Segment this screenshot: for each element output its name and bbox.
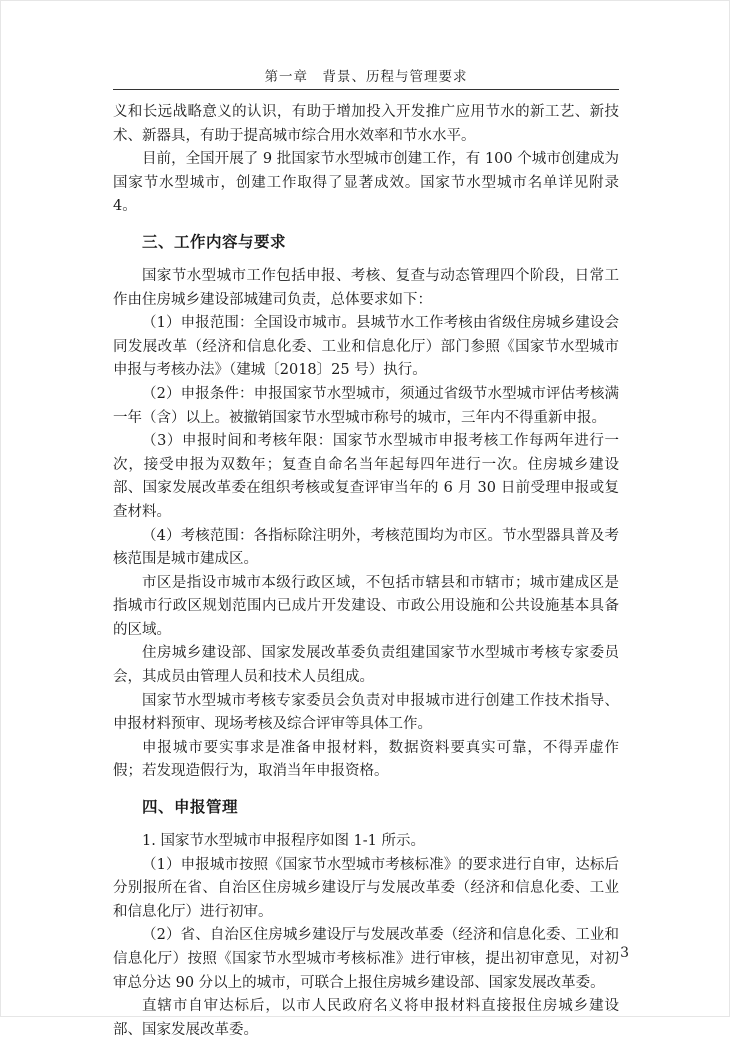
paragraph-procedure: 1. 国家节水型城市申报程序如图 1-1 所示。	[142, 833, 426, 850]
paragraph-assessment-scope: （4）考核范围：各指标除注明外，考核范围均为市区。节水型器具普及考核范围是城市建成区。	[113, 527, 619, 568]
paragraph-provincial-review: （2）省、自治区住房城乡建设厅与发展改革委（经济和信息化委、工业和信息化厅）按照《国家节水型城市考核标准》进行审核，提出初审意见，对初审总分达 90 分以上的城市，可联合上报住房城乡建设部、国家发展改革委。	[113, 927, 619, 991]
paragraph-integrity: 申报城市要实事求是准备申报材料，数据资料要真实可靠，不得弄虚作假；若发现造假行为，取消当年申报资格。	[113, 739, 619, 780]
paragraph-scope: （1）申报范围：全国设市城市。县城节水工作考核由省级住房城乡建设会同发展改革（经济和信息化委、工业和信息化厅）部门参照《国家节水型城市申报与考核办法》（建城〔2018〕25 号）执行。	[113, 315, 619, 379]
page-content	[113, 101, 619, 1042]
paragraph-continuation: 义和长远战略意义的认识，有助于增加投入开发推广应用节水的新工艺、新技术、新器具，有助于提高城市综合用水效率和节水水平。	[113, 104, 619, 144]
paragraph-conditions: （2）申报条件：申报国家节水型城市，须通过省级节水型城市评估考核满一年（含）以上。被撤销国家节水型城市称号的城市，三年内不得重新申报。	[113, 385, 619, 426]
paragraph-definitions: 市区是指设市城市本级行政区域，不包括市辖县和市辖市；城市建成区是指城市行政区规划范围内已成片开发建设、市政公用设施和公共设施基本具备的区域。	[113, 574, 619, 638]
running-header: 第一章 背景、历程与管理要求	[264, 69, 468, 85]
paragraph-committee-duties: 国家节水型城市考核专家委员会负责对申报城市进行创建工作技术指导、申报材料预审、现场考核及综合评审等具体工作。	[113, 692, 619, 733]
header-rule	[113, 89, 619, 90]
paragraph-committee: 住房城乡建设部、国家发展改革委负责组建国家节水型城市考核专家委员会，其成员由管理人员和技术人员组成。	[113, 645, 619, 686]
section-heading-application-management: 四、申报管理	[142, 798, 239, 817]
paragraph-self-review: （1）申报城市按照《国家节水型城市考核标准》的要求进行自审，达标后分别报所在省、自治区住房城乡建设厅与发展改革委（经济和信息化委、工业和信息化厅）进行初审。	[113, 856, 619, 920]
paragraph-timing: （3）申报时间和考核年限：国家节水型城市申报考核工作每两年进行一次，接受申报为双数年；复查自命名当年起每四年进行一次。住房城乡建设部、国家发展改革委在组织考核或复查评审当年的 6 月 30 日前受理申报或复查材料。	[113, 433, 619, 520]
paragraph-current-status: 目前，全国开展了 9 批国家节水型城市创建工作，有 100 个城市创建成为国家节水型城市，创建工作取得了显著成效。国家节水型城市名单详见附录 4。	[113, 151, 619, 215]
section-heading-work-content: 三、工作内容与要求	[142, 232, 287, 251]
page-number: 3	[620, 945, 629, 961]
paragraph-overview: 国家节水型城市工作包括申报、考核、复查与动态管理四个阶段，日常工作由住房城乡建设部城建司负责，总体要求如下：	[113, 267, 619, 308]
paragraph-municipality: 直辖市自审达标后，以市人民政府名义将申报材料直接报住房城乡建设部、国家发展改革委。	[113, 998, 619, 1038]
